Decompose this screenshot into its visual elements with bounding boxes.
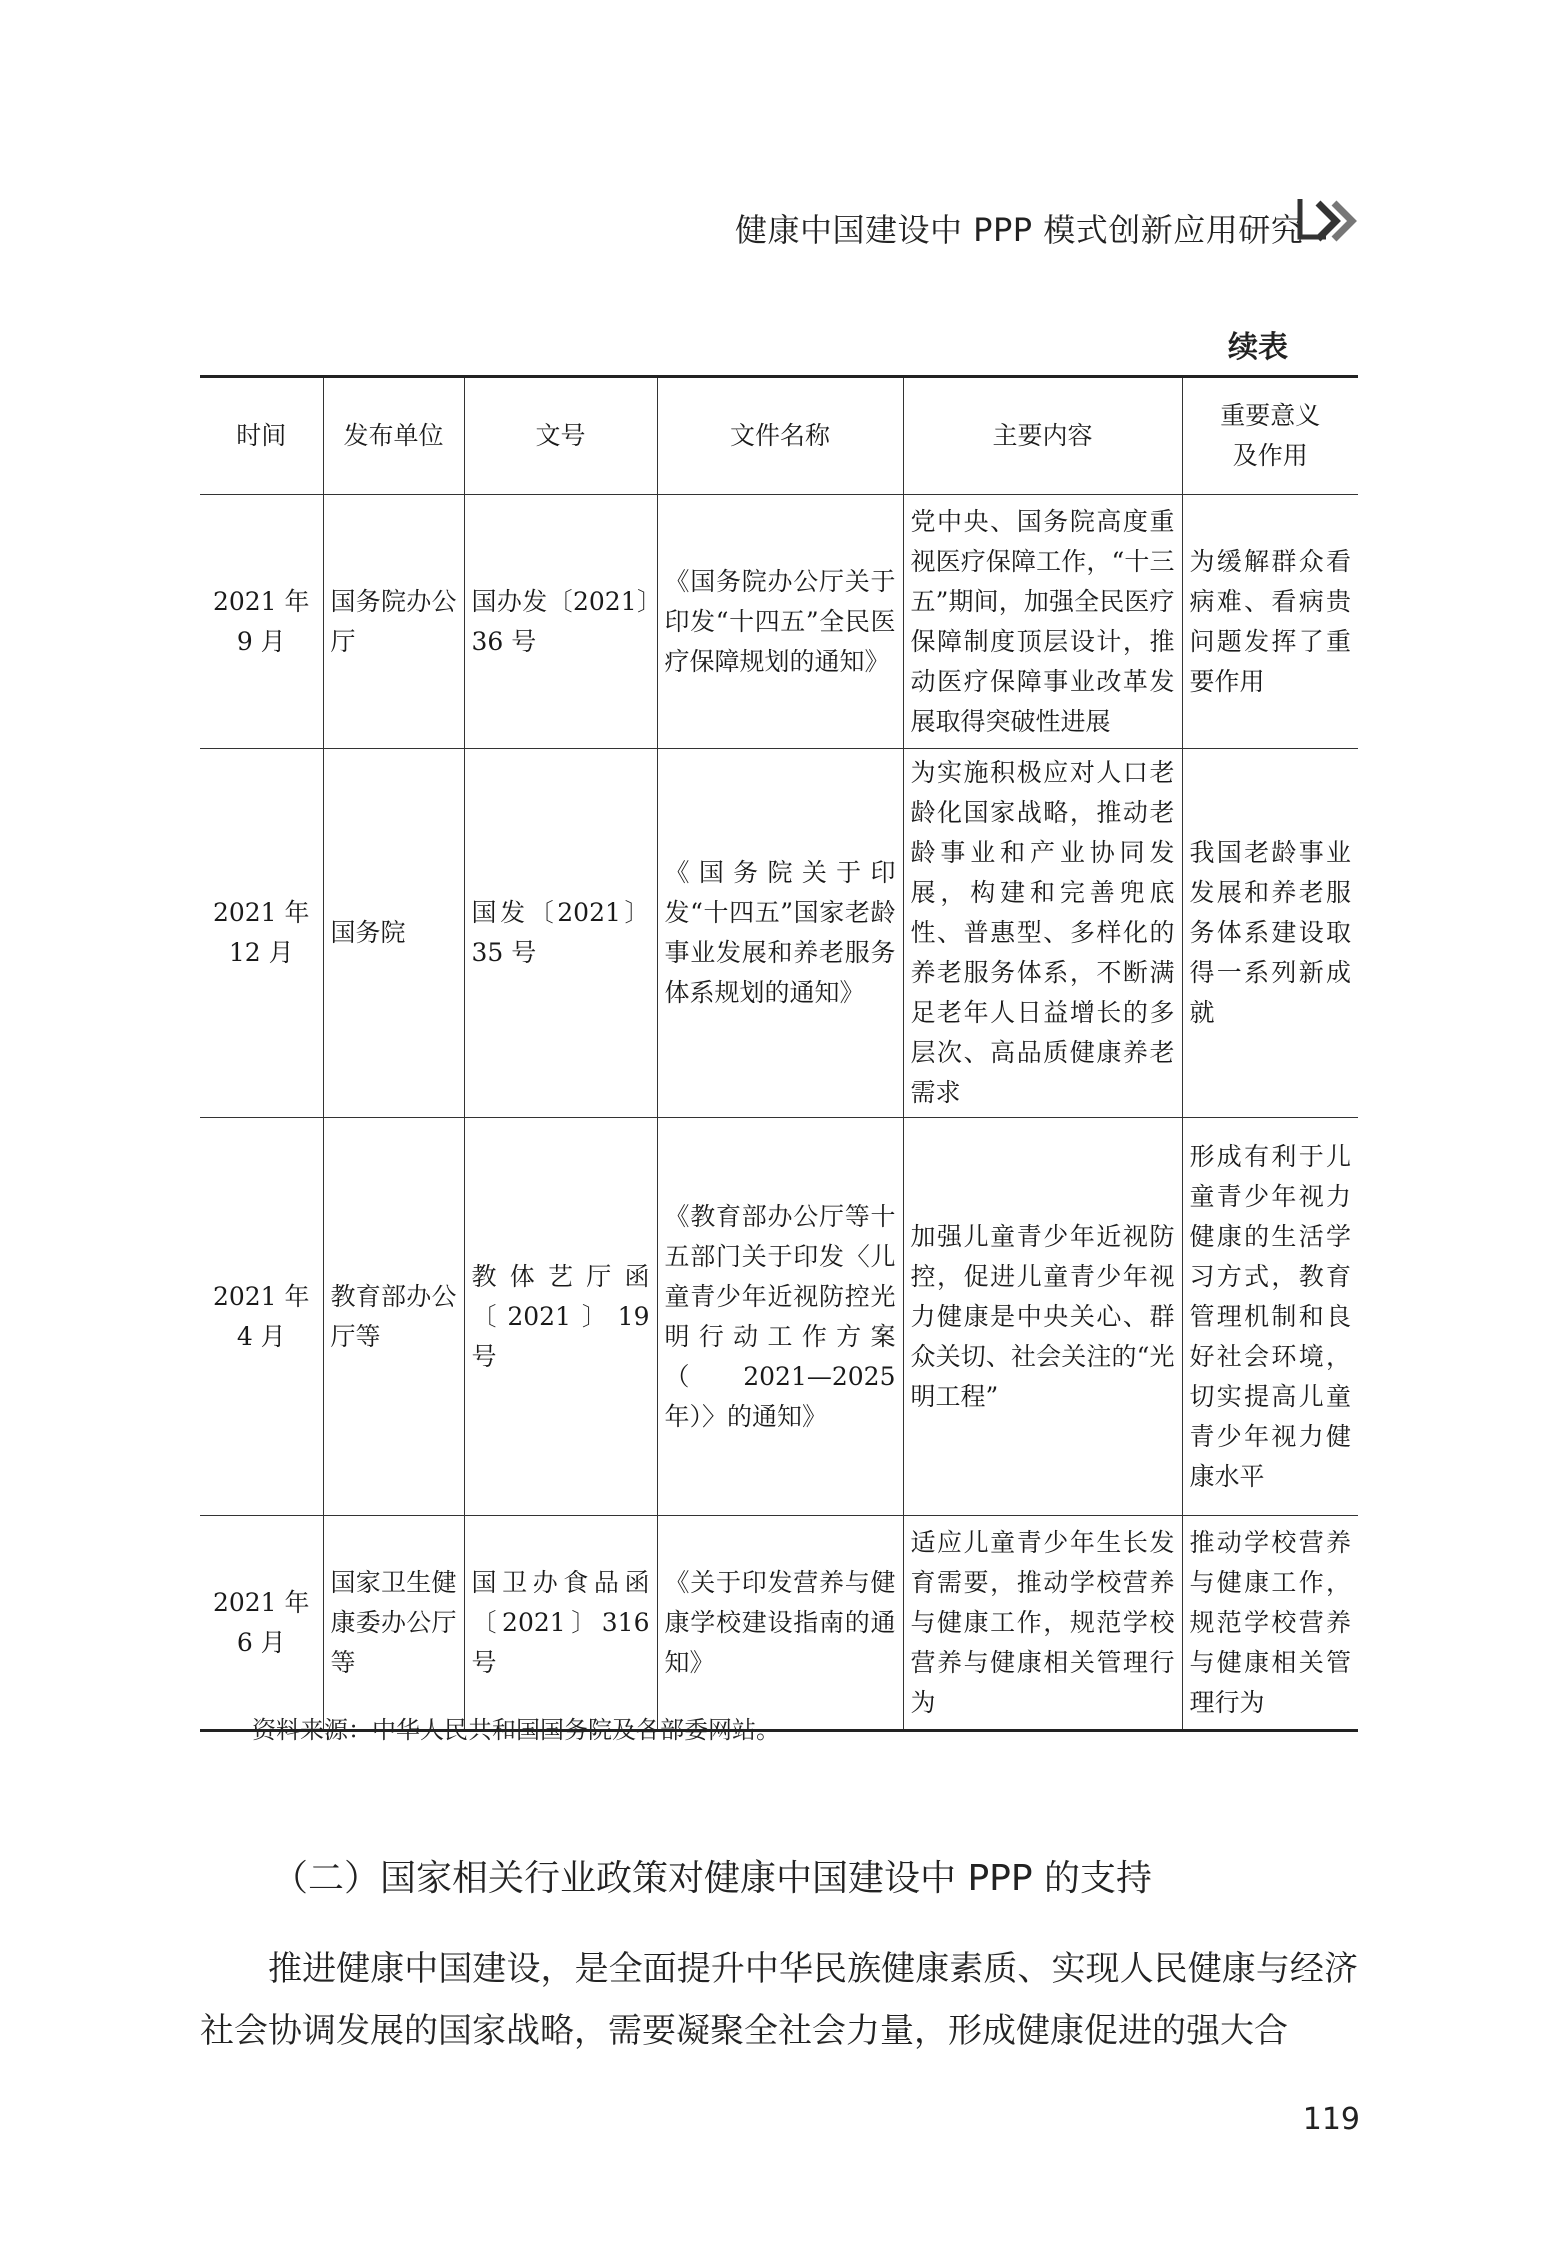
col-header-time: 时间: [200, 377, 323, 495]
body-paragraph: 推进健康中国建设，是全面提升中华民族健康素质、实现人民健康与经济社会协调发展的国家战略，需要凝聚全社会力量，形成健康促进的强大合: [200, 1949, 1358, 2051]
cell-title: 《国务院关于印发“十四五”国家老龄事业发展和养老服务体系规划的通知》: [657, 749, 903, 1118]
cell-issuer: 国务院: [323, 749, 464, 1118]
table-source-note: 资料来源：中华人民共和国国务院及各部委网站。: [252, 1716, 780, 1744]
table-row: [200, 1118, 1358, 1516]
cell-doc-no: 教体艺厅函〔2021〕19 号: [464, 1118, 657, 1516]
cell-content: 适应儿童青少年生长发育需要，推动学校营养与健康工作，规范学校营养与健康相关管理行为: [903, 1516, 1182, 1731]
table-row: [200, 495, 1358, 749]
table-row: [200, 749, 1358, 1118]
table-row: [200, 1516, 1358, 1731]
cell-doc-no: 国发〔2021〕35 号: [464, 749, 657, 1118]
cell-significance: 我国老龄事业发展和养老服务体系建设取得一系列新成就: [1182, 749, 1358, 1118]
continued-table-label: 续表: [1228, 330, 1288, 365]
cell-issuer: 教育部办公厅等: [323, 1118, 464, 1516]
col-header-doc-no: 文号: [464, 377, 657, 495]
cell-title: 《国务院办公厅关于印发“十四五”全民医疗保障规划的通知》: [657, 495, 903, 749]
policy-table: [200, 375, 1358, 1732]
page-number: 119: [1302, 2102, 1360, 2137]
cell-issuer: 国务院办公厅: [323, 495, 464, 749]
cell-content: 加强儿童青少年近视防控，促进儿童青少年视力健康是中央关心、群众关切、社会关注的“光明工程”: [903, 1118, 1182, 1516]
cell-doc-no: 国卫办食品函〔2021〕316 号: [464, 1516, 657, 1731]
col-header-content: 主要内容: [903, 377, 1182, 495]
cell-significance: 形成有利于儿童青少年视力健康的生活学习方式，教育管理机制和良好社会环境，切实提高儿童青少年视力健康水平: [1182, 1118, 1358, 1516]
running-title: 健康中国建设中 PPP 模式创新应用研究: [735, 211, 1304, 249]
section-heading: （二）国家相关行业政策对健康中国建设中 PPP 的支持: [272, 1858, 1153, 1899]
cell-time: 2021 年 12 月: [200, 749, 323, 1118]
cell-significance: 推动学校营养与健康工作，规范学校营养与健康相关管理行为: [1182, 1516, 1358, 1731]
cell-title: 《关于印发营养与健康学校建设指南的通知》: [657, 1516, 903, 1731]
col-header-title: 文件名称: [657, 377, 903, 495]
cell-content: 党中央、国务院高度重视医疗保障工作，“十三五”期间，加强全民医疗保障制度顶层设计，推动医疗保障事业改革发展取得突破性进展: [903, 495, 1182, 749]
col-header-significance: 重要意义及作用: [1182, 377, 1358, 495]
col-header-issuer: 发布单位: [323, 377, 464, 495]
cell-time: 2021 年 6 月: [200, 1516, 323, 1731]
cell-doc-no: 国办发〔2021〕36 号: [464, 495, 657, 749]
chevron-bracket-icon: [1296, 193, 1360, 249]
cell-significance: 为缓解群众看病难、看病贵问题发挥了重要作用: [1182, 495, 1358, 749]
table-header-row: [200, 377, 1358, 495]
cell-content: 为实施积极应对人口老龄化国家战略，推动老龄事业和产业协同发展，构建和完善兜底性、普惠型、多样化的养老服务体系，不断满足老年人日益增长的多层次、高品质健康养老需求: [903, 749, 1182, 1118]
cell-title: 《教育部办公厅等十五部门关于印发〈儿童青少年近视防控光明行动工作方案（2021—2025 年）〉的通知》: [657, 1118, 903, 1516]
cell-time: 2021 年 9 月: [200, 495, 323, 749]
cell-time: 2021 年 4 月: [200, 1118, 323, 1516]
cell-issuer: 国家卫生健康委办公厅等: [323, 1516, 464, 1731]
